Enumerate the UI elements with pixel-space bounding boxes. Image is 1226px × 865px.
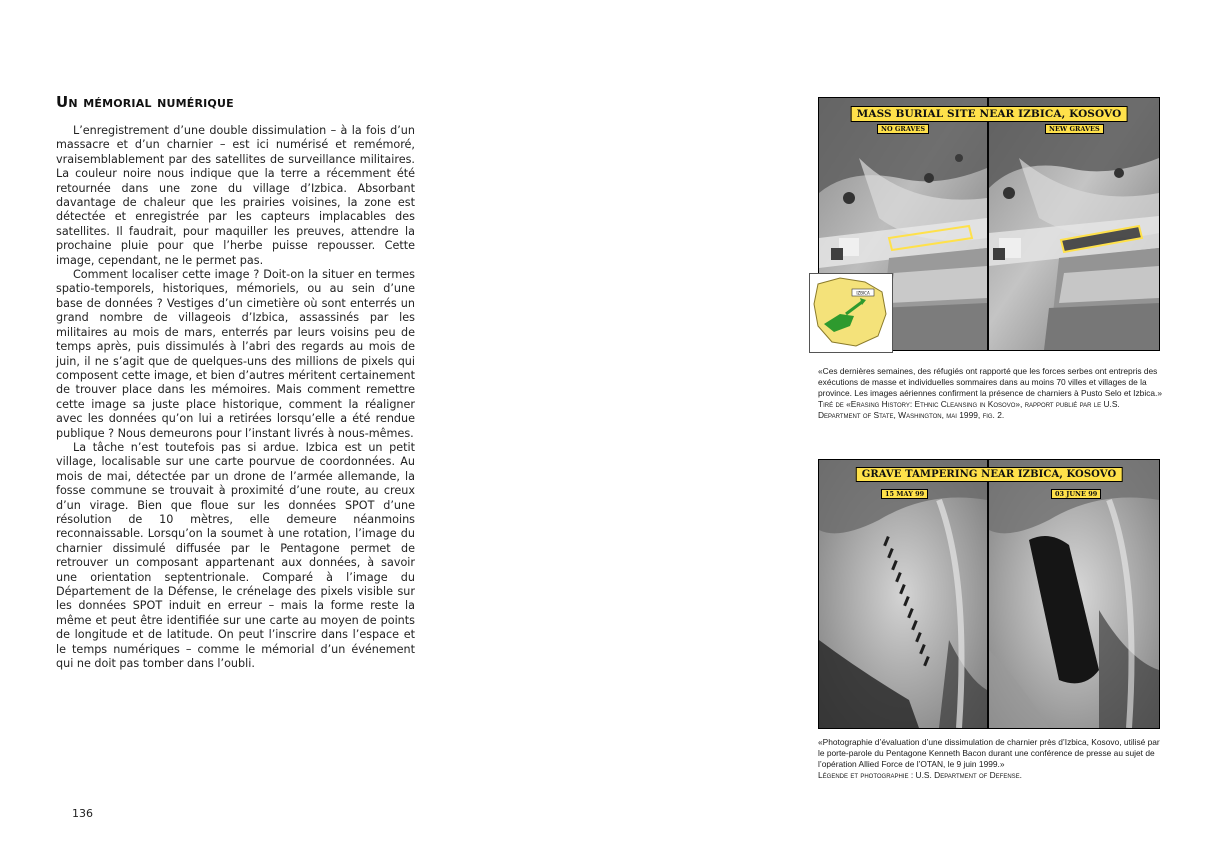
figure-caption-2 [818, 737, 1163, 781]
label-new-graves: NEW GRAVES [1045, 124, 1104, 134]
image-title-banner: MASS BURIAL SITE NEAR IZBICA, KOSOVO [851, 106, 1128, 122]
body-text [56, 124, 415, 671]
image-title-banner: GRAVE TAMPERING NEAR IZBICA, KOSOVO [856, 467, 1123, 482]
section-heading: Un mémorial numérique [56, 93, 234, 111]
satellite-image-grave-tampering [818, 459, 1160, 729]
figure-caption-1 [818, 366, 1163, 421]
right-page [613, 0, 1226, 865]
paragraph: L’enregistrement d’une double dissimulation – à la fois d’un massacre et d’un charnier – est ici numérisé et remémoré, vraisemblablement par des satellites de surveillance militaires. La couleur noire nous indique que la terre a récemment été retournée dans une zone du village d’Izbica. Absorbant davantage de chaleur que les prairies voisines, la zone est détectée et enregistrée par les capteurs implacables des satellites. Il faudrait, pour maquiller les preuves, attendre la prochaine pluie pour que l’herbe puisse repousser. Cette image, cependant, ne le permet pas. [56, 124, 415, 267]
label-no-graves: NO GRAVES [877, 124, 929, 134]
map-place-label: IZBICA [856, 290, 870, 296]
kosovo-inset-map [809, 273, 893, 353]
aerial-photo [989, 460, 1159, 728]
aerial-photo [819, 460, 987, 728]
label-date-before: 15 MAY 99 [881, 489, 928, 499]
caption-source: Légende et photographie : U.S. Department of Defense. [818, 770, 1023, 780]
map-illustration [810, 274, 892, 352]
caption-quote: «Ces dernières semaines, des réfugiés ont rapporté que les forces serbes ont entrepris des exécutions de masse et individuelles sommaires dans au moins 70 villes et villages de la province. Les images aériennes confirment la présence de charniers à Pusto Selo et Izbica.» [818, 366, 1163, 398]
caption-source: Tiré de «Erasing History: Ethnic Cleansing in Kosovo», rapport publié par le U.S. Department of State, Washington, mai 1999, fig. 2. [818, 399, 1120, 420]
image-panel-15-may [819, 460, 987, 728]
image-panel-new-graves [989, 98, 1159, 350]
paragraph: La tâche n’est toutefois pas si ardue. Izbica est un petit village, localisable sur une carte pourvue de coordonnées. Au mois de mai, détectée par un drone de l’armée allemande, la fosse commune se trouvait à proximité d’une route, au creux d’un virage. Bien que floue sur les données SPOT d’une résolution de 10 mètres, elle demeure néanmoins reconnaissable. Lorsqu’on la soumet à une rotation, l’image du charnier dissimulé diffusée par le Pentagone permet de retrouver un composant appartenant aux données, à savoir une orientation septentrionale. Comparé à l’image du Département de la Défense, le crénelage des pixels visible sur les données SPOT induit en erreur – mais la forme reste la même et peut être identifiée sur une carte au moyen de points de longitude et de latitude. On peut l’inscrire dans l’espace et le temps numériques – comme le mémorial d’un événement qui ne doit pas tomber dans l’oubli. [56, 440, 415, 671]
page-number: 136 [72, 807, 93, 820]
image-panel-03-june [989, 460, 1159, 728]
aerial-photo [989, 98, 1159, 350]
label-date-after: 03 JUNE 99 [1051, 489, 1101, 499]
paragraph: Comment localiser cette image ? Doit-on la situer en termes spatio-temporels, historiques, mémoriels, ou au sein d’une base de données ? Vestiges d’un cimetière où sont enterrés un grand nombre de villageois d’Izbica, assassinés par les militaires au mois de mars, enterrés par leurs voisins peu de temps après, puis dissimulés à l’abri des regards au mois de juin, il ne s’agit que de quelques-uns des millions de pixels qui composent cette image, et bien d’autres méritent certainement de trouver place dans les mémoires. Mais comment remettre cette image sa juste place historique, comment la réaligner avec les données qu’on lui a retirées lorsqu’elle a été rendue publique ? Nous demeurons pour l’instant livrés à nous-mêmes. [56, 268, 415, 440]
caption-quote: «Photographie d’évaluation d’une dissimulation de charnier près d’Izbica, Kosovo, utilisé par le porte-parole du Pentagone Kenneth Bacon durant une conférence de presse au sujet de l’opération Allied Force de l’OTAN, le 9 juin 1999.» [818, 737, 1160, 769]
